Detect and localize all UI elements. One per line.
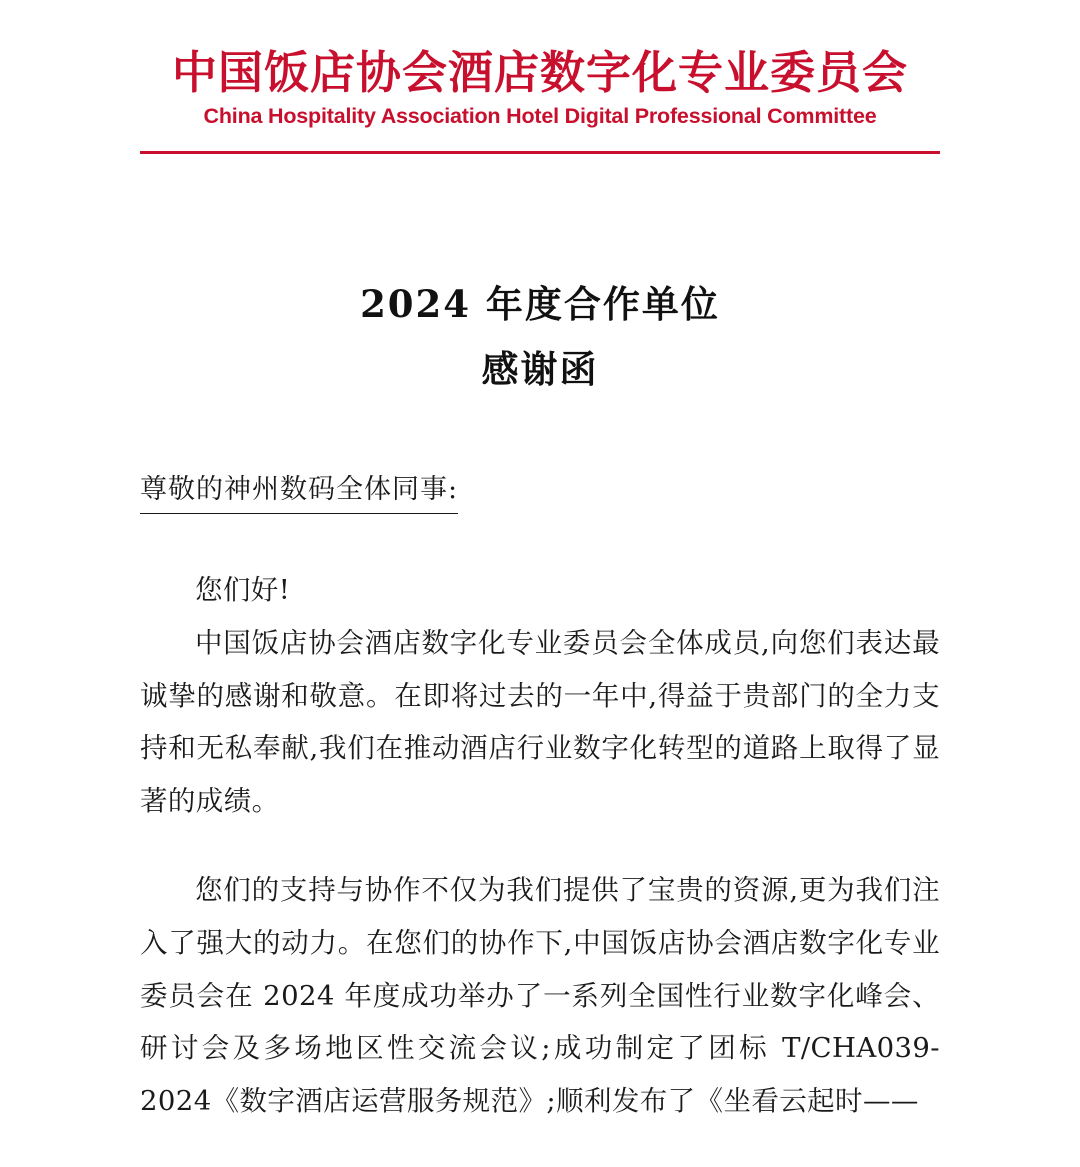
salutation: 尊敬的神州数码全体同事: xyxy=(140,468,458,514)
title-line-2: 感谢函 xyxy=(481,347,599,392)
letterhead-divider xyxy=(140,151,940,154)
letter-body xyxy=(140,564,940,1128)
paragraph-achievements: 您们的支持与协作不仅为我们提供了宝贵的资源,更为我们注入了强大的动力。在您们的协作下,中国饭店协会酒店数字化专业委员会在 2024 年度成功举办了一系列全国性行业数字化峰会、研讨会及多场地区性交流会议;成功制定了团标 T/CHA039-2024《数字酒店运营服务规范》;顺利发布了《坐看云起时—— xyxy=(140,874,940,1118)
paragraph-greeting: 您们好! xyxy=(195,574,291,607)
title-line-1: 2024 年度合作单位 xyxy=(360,282,720,327)
paragraph-thanks: 中国饭店协会酒店数字化专业委员会全体成员,向您们表达最诚挚的感谢和敬意。在即将过去的一年中,得益于贵部门的全力支持和无私奉献,我们在推动酒店行业数字化转型的道路上取得了显著的成绩。 xyxy=(140,626,940,818)
page-title xyxy=(140,272,940,402)
organization-name-cn: 中国饭店协会酒店数字化专业委员会 xyxy=(171,46,908,99)
organization-name-en: China Hospitality Association Hotel Digital Professional Committee xyxy=(203,104,877,129)
letterhead xyxy=(140,0,940,154)
